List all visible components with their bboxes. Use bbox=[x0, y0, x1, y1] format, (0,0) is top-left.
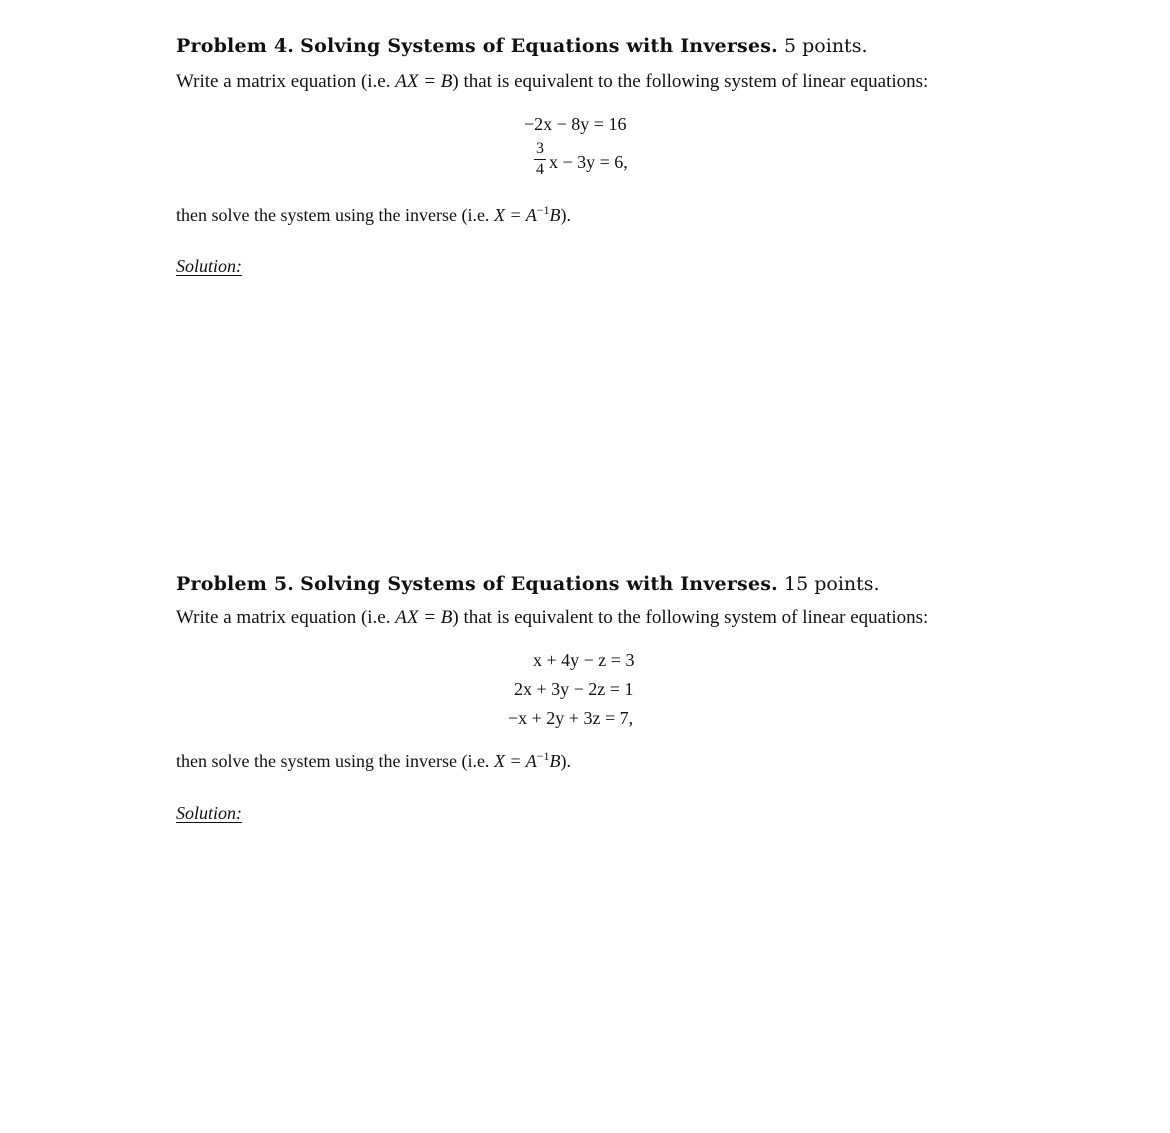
followup-text-end: ). bbox=[560, 751, 572, 771]
followup-math: X = A bbox=[493, 205, 537, 225]
instruction-text: Write a matrix equation (i.e. bbox=[176, 71, 396, 92]
equation-line: −x + 2y + 3z = 7, bbox=[508, 708, 634, 728]
problem-points: 15 points. bbox=[784, 573, 880, 595]
problem-instruction bbox=[176, 71, 928, 93]
followup-math-b: B bbox=[549, 751, 561, 771]
followup-superscript: −1 bbox=[536, 203, 550, 217]
followup-text: then solve the system using the inverse (i.e. bbox=[176, 205, 494, 225]
fraction-denominator: 4 bbox=[536, 161, 544, 178]
fraction-numerator: 3 bbox=[536, 140, 544, 157]
solution-label: Solution: bbox=[176, 803, 242, 823]
problem-heading bbox=[176, 35, 867, 57]
equation-line: x + 4y − z = 3 bbox=[533, 650, 635, 670]
problem-title: Solving Systems of Equations with Inverses. bbox=[300, 35, 778, 57]
instruction-text-end: ) that is equivalent to the following system of linear equations: bbox=[452, 71, 929, 92]
equation-line: −2x − 8y = 16 bbox=[524, 114, 627, 134]
followup-text-end: ). bbox=[560, 205, 572, 225]
equation-line: x − 3y = 6, bbox=[549, 152, 628, 172]
problem-title: Solving Systems of Equations with Inverses. bbox=[300, 573, 778, 595]
instruction-text-end: ) that is equivalent to the following system of linear equations: bbox=[452, 607, 929, 628]
followup-text: then solve the system using the inverse (i.e. bbox=[176, 751, 494, 771]
solution-label: Solution: bbox=[176, 256, 242, 276]
problem-followup bbox=[176, 203, 571, 226]
problem-instruction bbox=[176, 607, 928, 629]
problem-followup bbox=[176, 749, 571, 772]
problem-points: 5 points. bbox=[784, 35, 868, 57]
followup-math: X = A bbox=[493, 751, 537, 771]
fraction-three-quarters bbox=[534, 141, 546, 178]
equation-line: 2x + 3y − 2z = 1 bbox=[514, 679, 634, 699]
fraction-bar bbox=[534, 159, 546, 160]
followup-superscript: −1 bbox=[536, 749, 550, 763]
problem-number: Problem 5. bbox=[176, 573, 295, 595]
instruction-math: AX = B bbox=[395, 607, 453, 628]
instruction-text: Write a matrix equation (i.e. bbox=[176, 607, 396, 628]
instruction-math: AX = B bbox=[395, 71, 453, 92]
problem-number: Problem 4. bbox=[176, 35, 295, 57]
problem-heading bbox=[176, 573, 880, 595]
followup-math-b: B bbox=[549, 205, 561, 225]
